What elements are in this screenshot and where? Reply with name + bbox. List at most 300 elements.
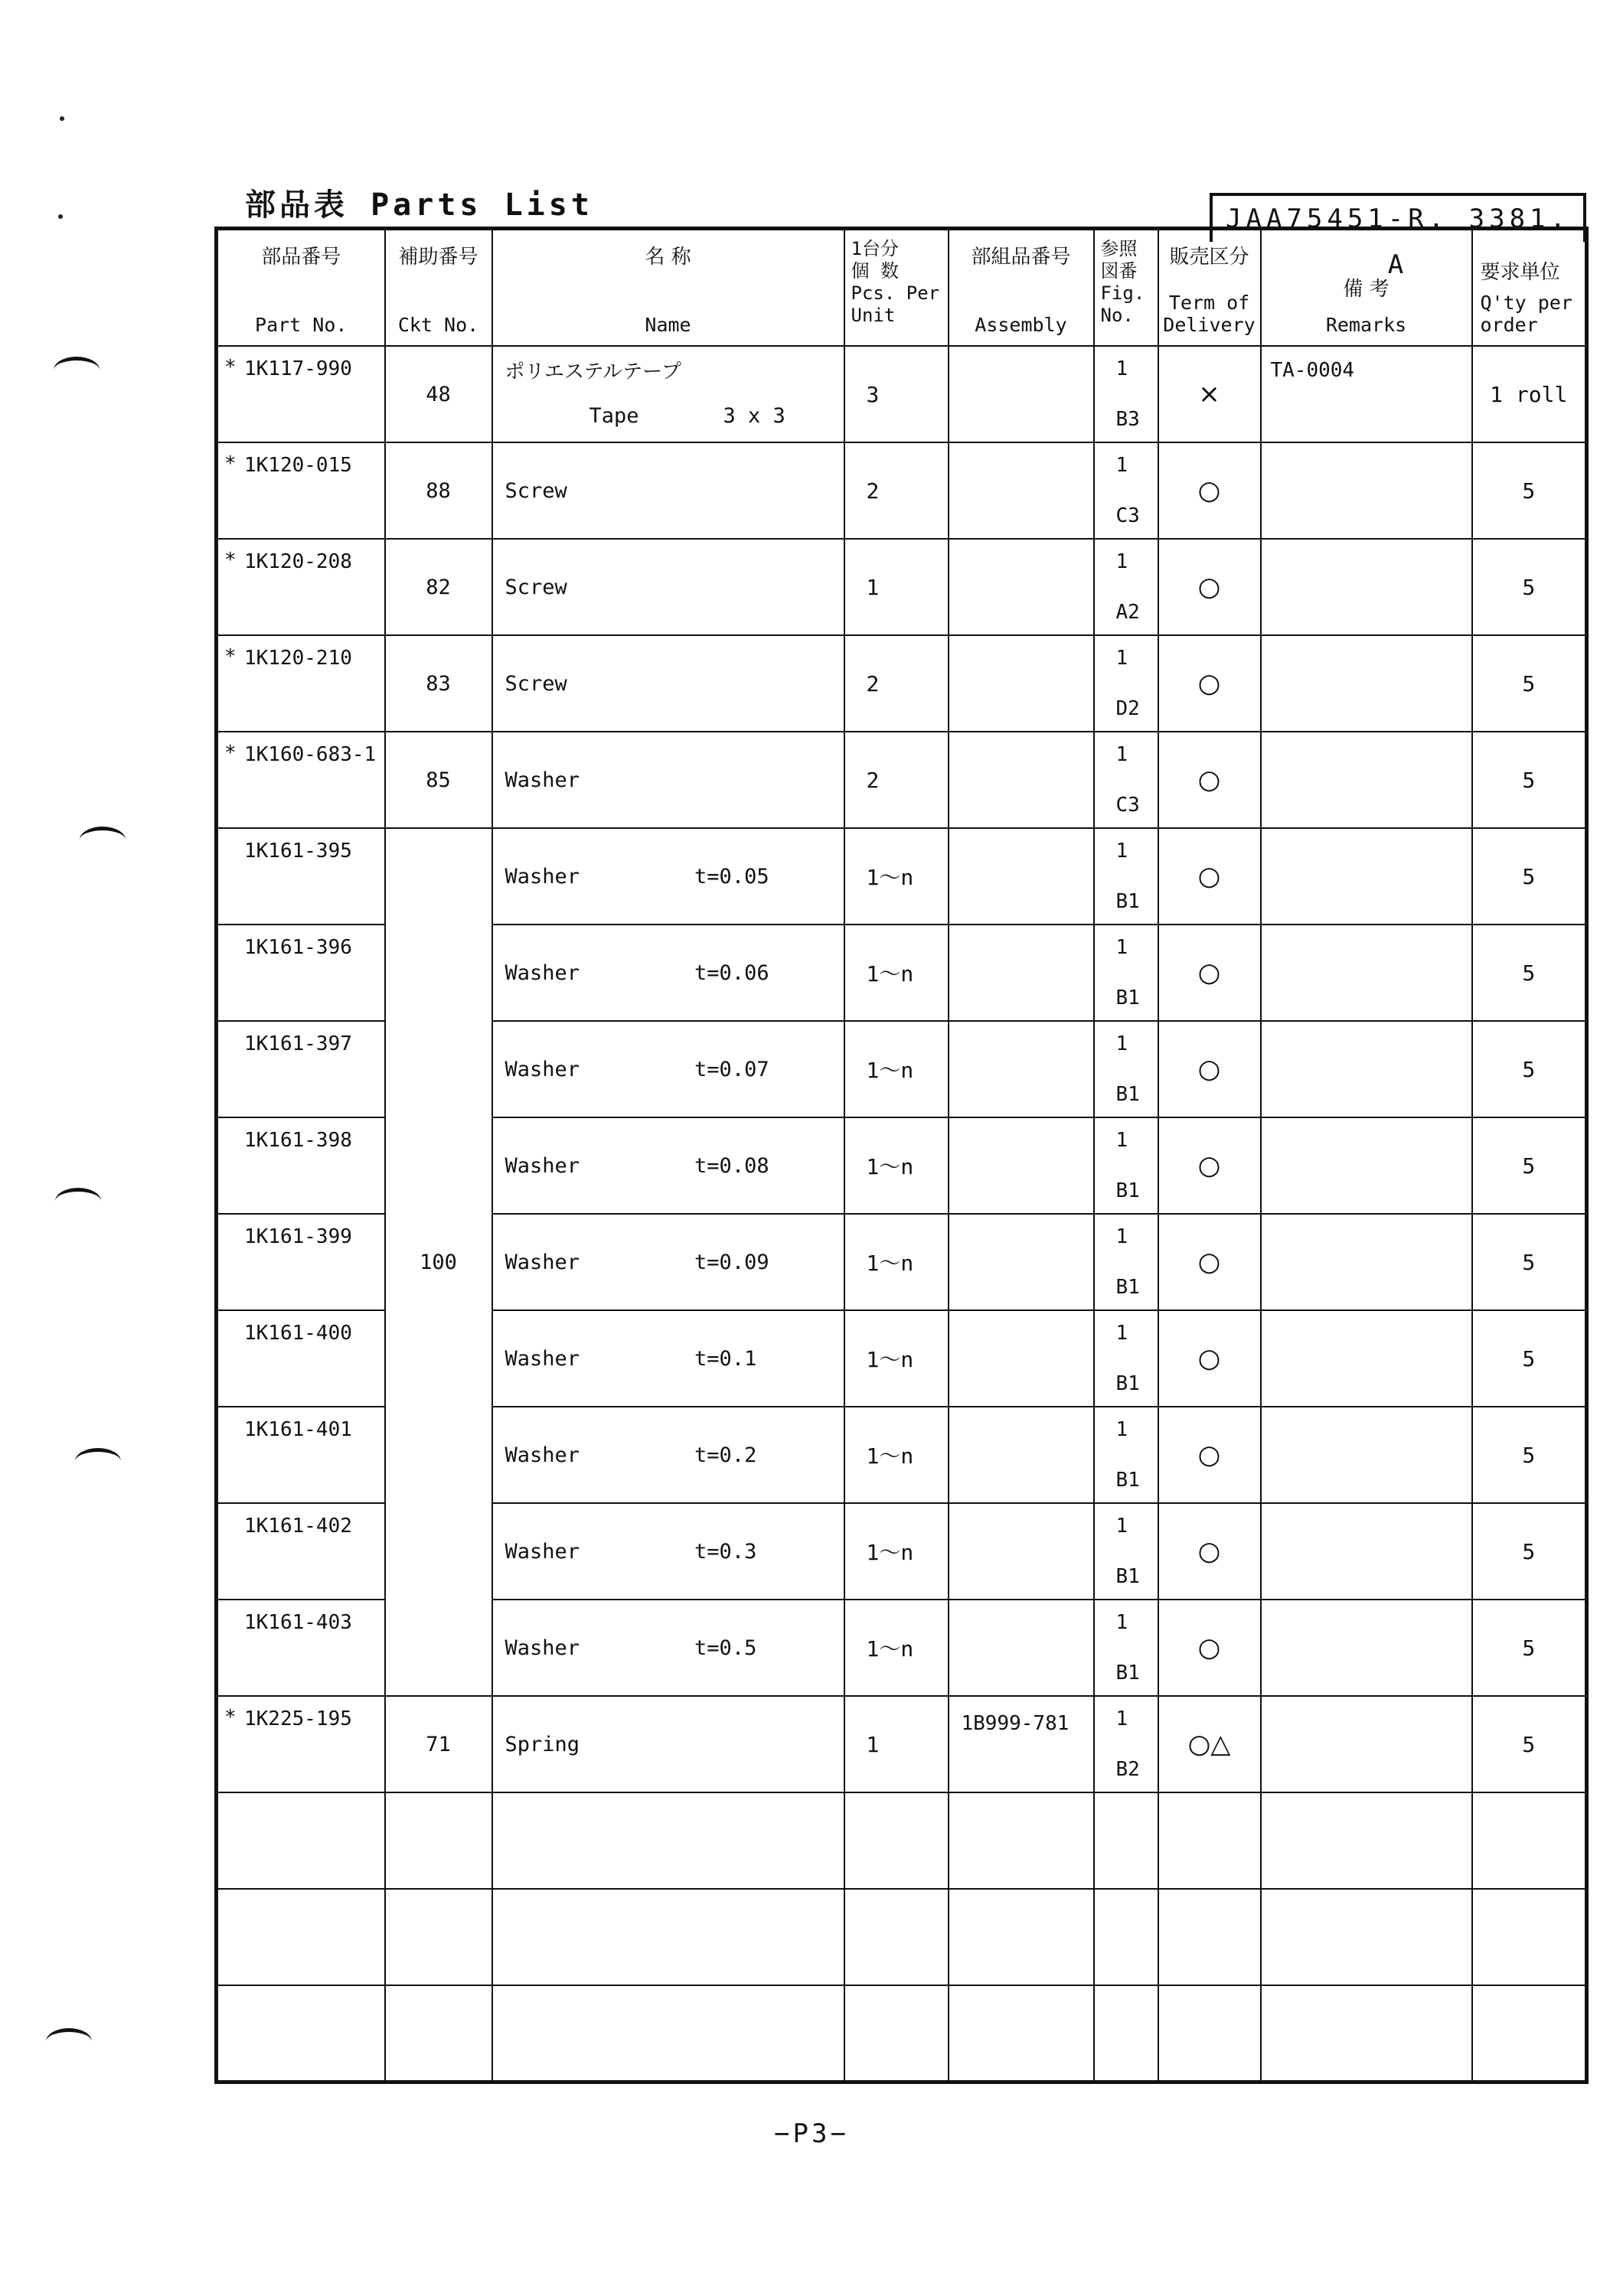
delivery-symbol: ○ (1197, 1247, 1221, 1277)
empty-cell (1158, 1889, 1261, 1985)
binding-mark (46, 2028, 92, 2055)
new-part-marker: * (224, 549, 237, 572)
empty-cell (1261, 1792, 1472, 1889)
part-number: 1K161-397 (244, 1032, 352, 1055)
fig-number: 1 (1115, 1322, 1128, 1345)
pcs-per-unit: 1 (866, 574, 880, 600)
name-english: Washer (505, 1539, 580, 1564)
qty-per-order: 5 (1522, 767, 1536, 793)
qty-per-order: 5 (1522, 1249, 1536, 1275)
qty-per-order: 5 (1522, 1731, 1536, 1757)
name-spec: t=0.1 (694, 1346, 757, 1371)
name-english: Washer (505, 768, 580, 792)
pcs-per-unit: 1〜n (866, 1251, 914, 1276)
pcs-per-unit-cell (844, 1696, 949, 1792)
empty-cell (949, 1889, 1094, 1985)
name-spec: t=0.2 (694, 1443, 757, 1467)
assembly-cell (949, 1117, 1094, 1214)
fig-number-cell (1094, 1407, 1158, 1503)
part-number: 1K160-683-1 (244, 743, 377, 766)
empty-cell (1472, 1985, 1587, 2082)
pcs-per-unit-cell (844, 442, 949, 539)
binding-mark (80, 827, 126, 853)
qty-per-order: 5 (1522, 1056, 1536, 1082)
name-cell (492, 635, 844, 732)
name-cell (492, 539, 844, 635)
part-number-cell (217, 925, 385, 1021)
new-part-marker: * (224, 452, 237, 475)
empty-cell (949, 1985, 1094, 2082)
table-row (217, 539, 1587, 635)
ckt-number-cell (385, 539, 492, 635)
pcs-per-unit: 1〜n (866, 1347, 914, 1372)
table-row (217, 828, 1587, 925)
new-part-marker: * (224, 645, 237, 668)
remarks-cell (1261, 1021, 1472, 1117)
part-number: 1K120-015 (244, 454, 352, 477)
fig-location: D2 (1115, 697, 1140, 720)
name-english: Spring (505, 1732, 580, 1756)
remarks-cell (1261, 1503, 1472, 1600)
fig-number: 1 (1115, 647, 1128, 670)
delivery-symbol: ○ (1197, 1632, 1221, 1663)
fig-location: B2 (1115, 1758, 1140, 1781)
empty-cell (1261, 1985, 1472, 2082)
assembly-cell (949, 732, 1094, 828)
ckt-number: 48 (426, 382, 451, 406)
term-of-delivery-cell (1158, 732, 1261, 828)
binding-mark (54, 357, 100, 383)
fig-number-cell (1094, 635, 1158, 732)
part-number-cell (217, 442, 385, 539)
fig-number-cell (1094, 442, 1158, 539)
term-of-delivery-cell (1158, 1310, 1261, 1407)
qty-per-order: 5 (1522, 1635, 1536, 1661)
name-english: Washer (505, 1250, 580, 1274)
part-number-cell (217, 1696, 385, 1792)
fig-number-cell (1094, 732, 1158, 828)
table-row (217, 346, 1587, 442)
fig-location: B1 (1115, 1662, 1140, 1684)
empty-cell (385, 1985, 492, 2082)
fig-location: B1 (1115, 1469, 1140, 1492)
part-number: 1K120-208 (244, 550, 352, 573)
empty-cell (1094, 1889, 1158, 1985)
qty-per-order: 5 (1522, 478, 1536, 504)
table-row (217, 442, 1587, 539)
delivery-symbol: ○ (1197, 1536, 1221, 1567)
part-number-cell (217, 1407, 385, 1503)
empty-cell (949, 1792, 1094, 1889)
fig-number: 1 (1115, 1707, 1128, 1730)
pcs-per-unit: 1〜n (866, 1540, 914, 1565)
pcs-per-unit-cell (844, 1600, 949, 1696)
name-english: Washer (505, 1443, 580, 1467)
header-fig-no: 参照 図番 Fig. No. (1094, 229, 1158, 347)
assembly-cell (949, 635, 1094, 732)
term-of-delivery-cell (1158, 539, 1261, 635)
part-number: 1K120-210 (244, 647, 352, 670)
name-cell (492, 1117, 844, 1214)
name-spec: t=0.09 (694, 1250, 769, 1274)
pcs-per-unit-cell (844, 1503, 949, 1600)
assembly-cell (949, 925, 1094, 1021)
fig-number: 1 (1115, 1225, 1128, 1248)
assembly-cell (949, 1310, 1094, 1407)
empty-cell (1158, 1985, 1261, 2082)
pcs-per-unit-cell (844, 635, 949, 732)
fig-number: 1 (1115, 1129, 1128, 1152)
delivery-symbol: ○ (1197, 668, 1221, 699)
fig-number: 1 (1115, 550, 1128, 573)
fig-number: 1 (1115, 1515, 1128, 1538)
fig-location: A2 (1115, 601, 1140, 624)
qty-per-order-cell (1472, 1214, 1587, 1310)
empty-cell (217, 1792, 385, 1889)
ckt-number-cell (385, 442, 492, 539)
fig-number-cell (1094, 1696, 1158, 1792)
qty-per-order-cell (1472, 635, 1587, 732)
name-english: Screw (505, 478, 567, 503)
name-english: Washer (505, 1636, 580, 1660)
term-of-delivery-cell (1158, 1021, 1261, 1117)
empty-table-row (217, 1889, 1587, 1985)
remarks-cell (1261, 1407, 1472, 1503)
table-row (217, 635, 1587, 732)
pcs-per-unit-cell (844, 1021, 949, 1117)
header-part-no: 部品番号 Part No. (217, 229, 385, 347)
pcs-per-unit: 1 (866, 1731, 880, 1757)
ckt-number-cell (385, 1696, 492, 1792)
name-english: Washer (505, 1153, 580, 1178)
assembly-cell (949, 1214, 1094, 1310)
name-english: Washer (505, 1346, 580, 1371)
part-number-cell (217, 1503, 385, 1600)
pcs-per-unit: 2 (866, 478, 880, 504)
fig-number: 1 (1115, 1032, 1128, 1055)
assembly-cell (949, 539, 1094, 635)
name-spec: t=0.5 (694, 1636, 757, 1660)
qty-per-order-cell (1472, 1117, 1587, 1214)
remarks-cell (1261, 1117, 1472, 1214)
header-pcs-per-unit: 1台分 個 数 Pcs. Per Unit (844, 229, 949, 347)
qty-per-order: 5 (1522, 574, 1536, 600)
fig-location: C3 (1115, 794, 1140, 817)
name-english: Screw (505, 575, 567, 599)
qty-per-order-cell (1472, 1696, 1587, 1792)
empty-cell (1472, 1792, 1587, 1889)
name-english: Tape (589, 404, 639, 428)
table-row (217, 1696, 1587, 1792)
term-of-delivery-cell (1158, 1503, 1261, 1600)
name-cell (492, 346, 844, 442)
term-of-delivery-cell (1158, 925, 1261, 1021)
assembly-cell (949, 346, 1094, 442)
part-number-cell (217, 1310, 385, 1407)
empty-cell (492, 1889, 844, 1985)
fig-number: 1 (1115, 1418, 1128, 1441)
pcs-per-unit: 1〜n (866, 1443, 914, 1469)
term-of-delivery-cell (1158, 828, 1261, 925)
name-spec: t=0.08 (694, 1153, 769, 1178)
remarks-cell (1261, 1696, 1472, 1792)
page-number: −P3− (774, 2118, 849, 2149)
new-part-marker: * (224, 1706, 237, 1729)
name-english: Washer (505, 1057, 580, 1081)
pcs-per-unit: 1〜n (866, 1058, 914, 1083)
qty-per-order: 5 (1522, 960, 1536, 986)
ckt-number: 88 (426, 478, 451, 503)
empty-cell (1094, 1792, 1158, 1889)
empty-table-row (217, 1792, 1587, 1889)
empty-cell (1158, 1792, 1261, 1889)
name-japanese: ポリエステルテープ (505, 360, 681, 383)
ckt-number: 82 (426, 575, 451, 599)
qty-per-order-cell (1472, 1407, 1587, 1503)
delivery-symbol: ○ (1197, 861, 1221, 892)
qty-per-order-cell (1472, 828, 1587, 925)
name-english-line (505, 404, 844, 428)
name-spec: t=0.07 (694, 1057, 769, 1081)
delivery-symbol: ○ (1197, 957, 1221, 988)
fig-number-cell (1094, 1214, 1158, 1310)
empty-cell (217, 1889, 385, 1985)
qty-per-order-cell (1472, 346, 1587, 442)
qty-per-order-cell (1472, 732, 1587, 828)
empty-cell (217, 1985, 385, 2082)
fig-number-cell (1094, 346, 1158, 442)
header-qty-per-order: 要求単位 Q'ty per order (1472, 229, 1587, 347)
qty-per-order: 5 (1522, 670, 1536, 696)
pcs-per-unit-cell (844, 346, 949, 442)
delivery-symbol: ○ (1197, 572, 1221, 602)
fig-location: B3 (1115, 408, 1140, 431)
remarks-cell (1261, 1310, 1472, 1407)
fig-location: C3 (1115, 504, 1140, 527)
page-title: 部品表 Parts List (245, 188, 593, 223)
ckt-number: 85 (426, 768, 451, 792)
fig-location: B1 (1115, 1083, 1140, 1106)
empty-cell (385, 1889, 492, 1985)
delivery-symbol: ○ (1197, 1054, 1221, 1084)
part-number-cell (217, 732, 385, 828)
fig-location: B1 (1115, 987, 1140, 1009)
remarks-cell (1261, 346, 1472, 442)
fig-location: B1 (1115, 1276, 1140, 1299)
fig-number: 1 (1115, 454, 1128, 477)
part-number-cell (217, 539, 385, 635)
qty-per-order-cell (1472, 1600, 1587, 1696)
part-number: 1K225-195 (244, 1707, 352, 1730)
header-term-of-delivery: 販売区分 Term of Delivery (1158, 229, 1261, 347)
scan-dot (58, 214, 63, 219)
header-remarks: 備 考 Remarks (1261, 229, 1472, 347)
name-spec: t=0.3 (694, 1539, 757, 1564)
term-of-delivery-cell (1158, 1600, 1261, 1696)
ckt-number: 71 (426, 1732, 451, 1756)
name-spec: t=0.05 (694, 864, 769, 889)
name-cell (492, 1310, 844, 1407)
name-cell (492, 1407, 844, 1503)
ckt-number-cell (385, 732, 492, 828)
ckt-number-cell (385, 635, 492, 732)
name-cell (492, 925, 844, 1021)
pcs-per-unit-cell (844, 539, 949, 635)
pcs-per-unit-cell (844, 1117, 949, 1214)
part-number: 1K161-395 (244, 840, 352, 863)
new-part-marker: * (224, 742, 237, 765)
term-of-delivery-cell (1158, 442, 1261, 539)
fig-number: 1 (1115, 743, 1128, 766)
term-of-delivery-cell (1158, 1407, 1261, 1503)
pcs-per-unit: 1〜n (866, 1636, 914, 1662)
new-part-marker: * (224, 356, 237, 379)
pcs-per-unit: 1〜n (866, 1154, 914, 1179)
qty-per-order: 5 (1522, 863, 1536, 889)
assembly-cell (949, 442, 1094, 539)
header-assembly: 部組品番号 Assembly (949, 229, 1094, 347)
parts-list-table (214, 227, 1585, 2084)
pcs-per-unit-cell (844, 1310, 949, 1407)
qty-per-order-cell (1472, 1503, 1587, 1600)
pcs-per-unit: 1〜n (866, 961, 914, 987)
assembly-cell (949, 1407, 1094, 1503)
remarks-cell (1261, 925, 1472, 1021)
fig-number: 1 (1115, 840, 1128, 863)
fig-number-cell (1094, 1600, 1158, 1696)
assembly-cell (949, 1696, 1094, 1792)
assembly-number: 1B999-781 (961, 1712, 1069, 1735)
remarks-cell (1261, 732, 1472, 828)
part-number: 1K117-990 (244, 357, 352, 380)
empty-cell (385, 1792, 492, 1889)
name-english: Washer (505, 960, 580, 985)
name-english: Washer (505, 864, 580, 889)
part-number: 1K161-396 (244, 936, 352, 959)
name-spec: 3 x 3 (723, 404, 785, 428)
binding-mark (55, 1188, 101, 1215)
empty-cell (844, 1889, 949, 1985)
name-cell (492, 442, 844, 539)
name-cell (492, 828, 844, 925)
delivery-symbol: ○ (1197, 475, 1221, 506)
qty-per-order: 5 (1522, 1538, 1536, 1564)
qty-per-order: 5 (1522, 1153, 1536, 1179)
part-number-cell (217, 828, 385, 925)
empty-cell (1261, 1889, 1472, 1985)
pcs-per-unit-cell (844, 925, 949, 1021)
document-number: JAA75451-R. 3381. A (1210, 193, 1586, 242)
qty-per-order-cell (1472, 1021, 1587, 1117)
term-of-delivery-cell (1158, 1696, 1261, 1792)
term-of-delivery-cell (1158, 635, 1261, 732)
fig-number: 1 (1115, 1611, 1128, 1634)
term-of-delivery-cell (1158, 346, 1261, 442)
delivery-symbol: ○ (1197, 1150, 1221, 1181)
empty-cell (1094, 1985, 1158, 2082)
pcs-per-unit-cell (844, 1214, 949, 1310)
remarks-cell (1261, 828, 1472, 925)
fig-number: 1 (1115, 936, 1128, 959)
assembly-cell (949, 1503, 1094, 1600)
fig-location: B1 (1115, 890, 1140, 913)
part-number-cell (217, 346, 385, 442)
qty-per-order: 1 roll (1490, 381, 1568, 407)
pcs-per-unit: 3 (866, 381, 880, 407)
part-number: 1K161-401 (244, 1418, 352, 1441)
name-cell (492, 1503, 844, 1600)
part-number: 1K161-398 (244, 1129, 352, 1152)
part-number-cell (217, 1214, 385, 1310)
part-number-cell (217, 1600, 385, 1696)
delivery-symbol: ○ (1197, 1343, 1221, 1374)
fig-number-cell (1094, 925, 1158, 1021)
remarks-cell (1261, 1214, 1472, 1310)
pcs-per-unit-cell (844, 732, 949, 828)
term-of-delivery-cell (1158, 1117, 1261, 1214)
delivery-symbol: ○ (1197, 765, 1221, 795)
empty-cell (492, 1792, 844, 1889)
qty-per-order-cell (1472, 925, 1587, 1021)
part-number: 1K161-399 (244, 1225, 352, 1248)
qty-per-order-cell (1472, 539, 1587, 635)
fig-number-cell (1094, 1503, 1158, 1600)
name-cell (492, 1600, 844, 1696)
table-row (217, 732, 1587, 828)
header-ckt-no: 補助番号 Ckt No. (385, 229, 492, 347)
name-english: Screw (505, 671, 567, 696)
empty-cell (1472, 1889, 1587, 1985)
part-number: 1K161-400 (244, 1322, 352, 1345)
qty-per-order: 5 (1522, 1442, 1536, 1468)
part-number-cell (217, 1117, 385, 1214)
name-cell (492, 1214, 844, 1310)
part-number-cell (217, 1021, 385, 1117)
assembly-cell (949, 828, 1094, 925)
ckt-number-cell (385, 346, 492, 442)
pcs-per-unit-cell (844, 828, 949, 925)
assembly-cell (949, 1021, 1094, 1117)
remarks-cell (1261, 442, 1472, 539)
fig-location: B1 (1115, 1179, 1140, 1202)
pcs-per-unit: 2 (866, 670, 880, 696)
header-row (217, 229, 1587, 347)
empty-cell (492, 1985, 844, 2082)
fig-location: B1 (1115, 1565, 1140, 1588)
binding-mark (75, 1448, 121, 1475)
qty-per-order-cell (1472, 1310, 1587, 1407)
remarks-cell (1261, 1600, 1472, 1696)
pcs-per-unit: 2 (866, 767, 880, 793)
part-number-cell (217, 635, 385, 732)
fig-number-cell (1094, 1117, 1158, 1214)
fig-number-cell (1094, 1310, 1158, 1407)
fig-number-cell (1094, 828, 1158, 925)
ckt-number: 83 (426, 671, 451, 696)
delivery-symbol: ○ (1197, 1440, 1221, 1470)
header-name: 名 称 Name (492, 229, 844, 347)
ckt-number: 100 (420, 1250, 457, 1274)
pcs-per-unit-cell (844, 1407, 949, 1503)
ckt-number-cell (385, 828, 492, 1696)
fig-number-cell (1094, 1021, 1158, 1117)
remarks-cell (1261, 635, 1472, 732)
empty-cell (844, 1792, 949, 1889)
name-cell (492, 1021, 844, 1117)
remarks-cell (1261, 539, 1472, 635)
fig-number: 1 (1115, 357, 1128, 380)
empty-cell (844, 1985, 949, 2082)
